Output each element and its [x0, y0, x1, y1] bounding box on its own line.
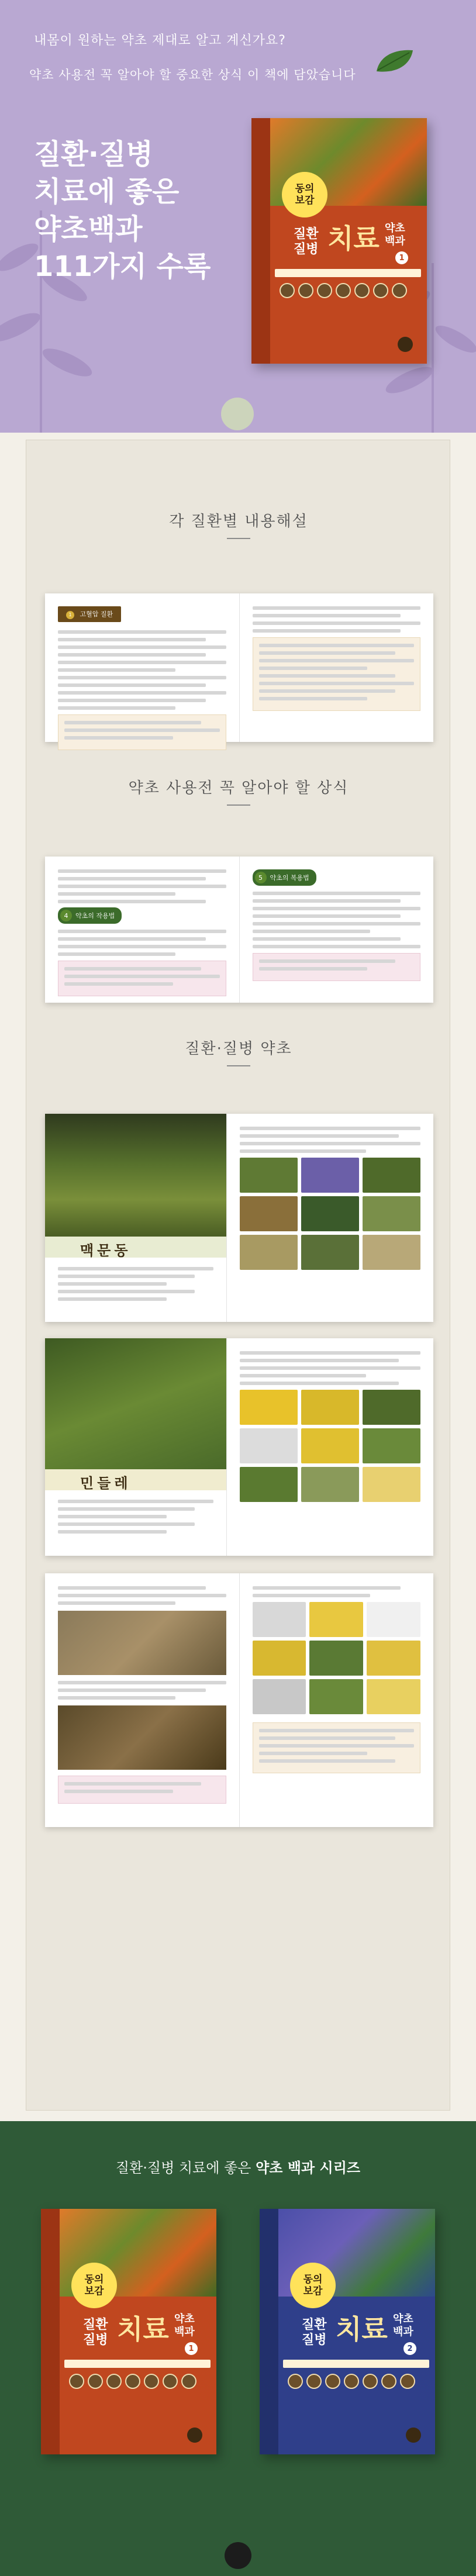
left-page	[45, 1114, 226, 1322]
hero-banner	[0, 0, 476, 433]
badge-line: 보감	[295, 195, 315, 206]
decorative-circle	[221, 398, 254, 430]
item-header	[253, 869, 316, 886]
publisher-logo	[406, 2427, 421, 2443]
cover-title-big: 치료	[117, 2313, 169, 2345]
leaf-icon	[374, 48, 415, 75]
item-header	[58, 907, 122, 924]
item-number: 5	[255, 872, 267, 883]
plant-name: 맥문동	[80, 1242, 132, 1259]
book-spread	[45, 1114, 433, 1322]
herb-thumbnail	[325, 2374, 340, 2389]
herb-thumbnail	[144, 2374, 159, 2389]
photo-thumb	[367, 1679, 420, 1714]
plant-photo	[45, 1338, 226, 1469]
badge-line: 동의	[84, 2274, 104, 2285]
book-spine	[260, 2209, 278, 2454]
herb-thumbnail	[392, 283, 407, 298]
photo-thumb	[367, 1641, 420, 1676]
section-title	[26, 776, 451, 806]
book-cover	[41, 2209, 216, 2454]
cover-title-suffix: 약초 백과	[174, 2313, 195, 2338]
book-spread	[45, 857, 433, 1003]
herb-thumbnail	[306, 2374, 322, 2389]
body-text	[240, 1127, 421, 1153]
herb-thumbnail	[344, 2374, 359, 2389]
series-book-1	[41, 2209, 216, 2454]
badge-line: 동의	[303, 2274, 323, 2285]
cover-badge	[71, 2263, 117, 2308]
photo-thumb	[253, 1602, 306, 1637]
book-cover	[260, 2209, 435, 2454]
photo-thumb	[301, 1158, 359, 1193]
right-page	[226, 1338, 434, 1556]
cover-title-big: 치료	[327, 223, 380, 254]
photo-thumb	[240, 1390, 298, 1425]
photo-thumb	[301, 1390, 359, 1425]
cover-strip	[283, 2360, 429, 2368]
right-page	[226, 1114, 434, 1322]
publisher-seal-icon	[225, 2542, 251, 2569]
tip-box	[253, 953, 421, 981]
photo-thumb	[240, 1158, 298, 1193]
body-text	[253, 1586, 421, 1597]
section-title-text: 약초 사용전 꼭 알아야 할 상식	[128, 779, 349, 797]
tip-box	[58, 1776, 226, 1804]
cover-title-suffix: 약초 백과	[385, 222, 405, 247]
cover-title-small: 질환 질병	[83, 2318, 108, 2347]
herb-thumbnail	[373, 283, 388, 298]
right-page	[239, 593, 434, 742]
photo-thumb	[363, 1196, 420, 1231]
herb-thumbnail	[298, 283, 313, 298]
body-text	[253, 892, 421, 948]
book-spread	[45, 593, 433, 742]
badge-line: 보감	[303, 2285, 323, 2297]
cover-title-suffix: 약초 백과	[393, 2313, 413, 2338]
book-spine	[41, 2209, 60, 2454]
note-box	[58, 714, 226, 750]
hero-title-line: 111가지 수록	[34, 250, 211, 283]
photo-thumb	[301, 1196, 359, 1231]
hero-subtitle-question: 내몸이 원하는 약초 제대로 알고 계신가요?	[34, 33, 286, 48]
body-text	[253, 606, 421, 633]
cover-title-big: 치료	[336, 2313, 388, 2345]
item-number: 4	[60, 910, 72, 921]
publisher-logo	[187, 2427, 202, 2443]
photo-thumb	[309, 1679, 363, 1714]
photo-grid	[240, 1158, 421, 1270]
root-photo	[58, 1705, 226, 1770]
plant-name-band	[45, 1237, 226, 1258]
photo-thumb	[301, 1235, 359, 1270]
herb-thumbnail	[354, 283, 370, 298]
body-text	[240, 1351, 421, 1385]
herb-thumbnail	[363, 2374, 378, 2389]
note-box	[253, 637, 421, 711]
herb-thumbnail	[125, 2374, 140, 2389]
section-underline	[227, 804, 250, 806]
herb-thumbnail	[163, 2374, 178, 2389]
series-title-prefix: 질환·질병 치료에 좋은	[115, 2160, 251, 2176]
photo-grid	[253, 1602, 421, 1714]
photo-thumb	[363, 1390, 420, 1425]
photo-thumb	[301, 1467, 359, 1502]
volume-number: 1	[185, 2342, 198, 2355]
chapter-header	[58, 606, 121, 622]
herb-thumbnail	[288, 2374, 303, 2389]
herb-thumbnail	[381, 2374, 396, 2389]
plant-name-band	[45, 1469, 226, 1490]
herb-thumbnail	[317, 283, 332, 298]
photo-thumb	[363, 1428, 420, 1463]
series-title-bold: 약초 백과 시리즈	[256, 2160, 361, 2176]
right-page	[239, 1573, 434, 1827]
herb-thumbnail	[69, 2374, 84, 2389]
herb-thumbnail	[280, 283, 295, 298]
photo-thumb	[309, 1602, 363, 1637]
section-title-text: 각 질환별 내용해설	[169, 513, 308, 530]
hero-title-line: 치료에 좋은	[34, 175, 180, 208]
plant-name: 민들레	[80, 1475, 132, 1491]
section-title-text: 질환·질병 약초	[185, 1040, 292, 1058]
photo-thumb	[240, 1235, 298, 1270]
left-page	[45, 1573, 239, 1827]
body-text	[58, 930, 226, 956]
item-header-text: 약초의 작용법	[75, 912, 115, 920]
photo-thumb	[240, 1467, 298, 1502]
tip-box	[58, 961, 226, 996]
badge-line: 동의	[295, 183, 315, 195]
photo-thumb	[253, 1679, 306, 1714]
cover-strip	[275, 269, 421, 277]
photo-thumb	[309, 1641, 363, 1676]
herb-thumbnails	[280, 283, 407, 298]
cover-badge	[290, 2263, 336, 2308]
cover-title-small: 질환 질병	[302, 2318, 327, 2347]
header-number: 1	[66, 611, 74, 619]
series-section	[0, 2121, 476, 2576]
herb-thumbnails	[288, 2374, 415, 2389]
book-spread	[45, 1573, 433, 1827]
photo-thumb	[363, 1158, 420, 1193]
hero-subtitle-statement: 약초 사용전 꼭 알아야 할 중요한 상식 이 책에 담았습니다	[29, 68, 356, 82]
hero-title-line: 질환·질병	[34, 138, 153, 171]
left-page	[45, 593, 239, 742]
badge-line: 보감	[84, 2285, 104, 2297]
series-title	[0, 2156, 476, 2177]
herb-thumbnails	[69, 2374, 196, 2389]
volume-number: 1	[395, 251, 408, 264]
publisher-logo	[398, 337, 413, 352]
body-text	[58, 1681, 226, 1700]
herb-thumbnail	[336, 283, 351, 298]
photo-thumb	[240, 1428, 298, 1463]
hero-title	[34, 136, 211, 285]
cover-title-small: 질환 질병	[294, 227, 319, 257]
note-box	[253, 1722, 421, 1773]
herb-thumbnail	[400, 2374, 415, 2389]
hero-book-cover	[251, 118, 427, 364]
herb-thumbnail	[88, 2374, 103, 2389]
item-header-text: 약초의 복용법	[270, 874, 309, 882]
right-page	[239, 857, 434, 1003]
section-underline	[227, 538, 250, 539]
body-text	[58, 1586, 226, 1605]
root-photo	[58, 1611, 226, 1675]
photo-thumb	[363, 1467, 420, 1502]
photo-thumb	[301, 1428, 359, 1463]
photo-grid	[240, 1390, 421, 1502]
content-panel	[26, 440, 450, 2111]
book-spine	[251, 118, 270, 364]
herb-thumbnail	[106, 2374, 122, 2389]
left-page	[45, 857, 239, 1003]
left-page	[45, 1338, 226, 1556]
section-title	[26, 509, 451, 539]
volume-number: 2	[403, 2342, 416, 2355]
body-text	[58, 869, 226, 903]
book-cover	[251, 118, 427, 364]
body-text	[58, 1500, 213, 1538]
cover-badge	[282, 172, 327, 217]
plant-photo	[45, 1114, 226, 1237]
book-spread	[45, 1338, 433, 1556]
chapter-header-text: 고혈압 질환	[80, 610, 113, 618]
section-title	[26, 1037, 451, 1066]
series-book-2	[260, 2209, 435, 2454]
body-text	[58, 630, 226, 710]
photo-thumb	[367, 1602, 420, 1637]
hero-title-line: 약초백과	[34, 213, 143, 246]
photo-thumb	[253, 1641, 306, 1676]
body-text	[58, 1267, 213, 1305]
section-underline	[227, 1065, 250, 1066]
photo-thumb	[363, 1235, 420, 1270]
photo-thumb	[240, 1196, 298, 1231]
herb-thumbnail	[181, 2374, 196, 2389]
cover-strip	[64, 2360, 211, 2368]
